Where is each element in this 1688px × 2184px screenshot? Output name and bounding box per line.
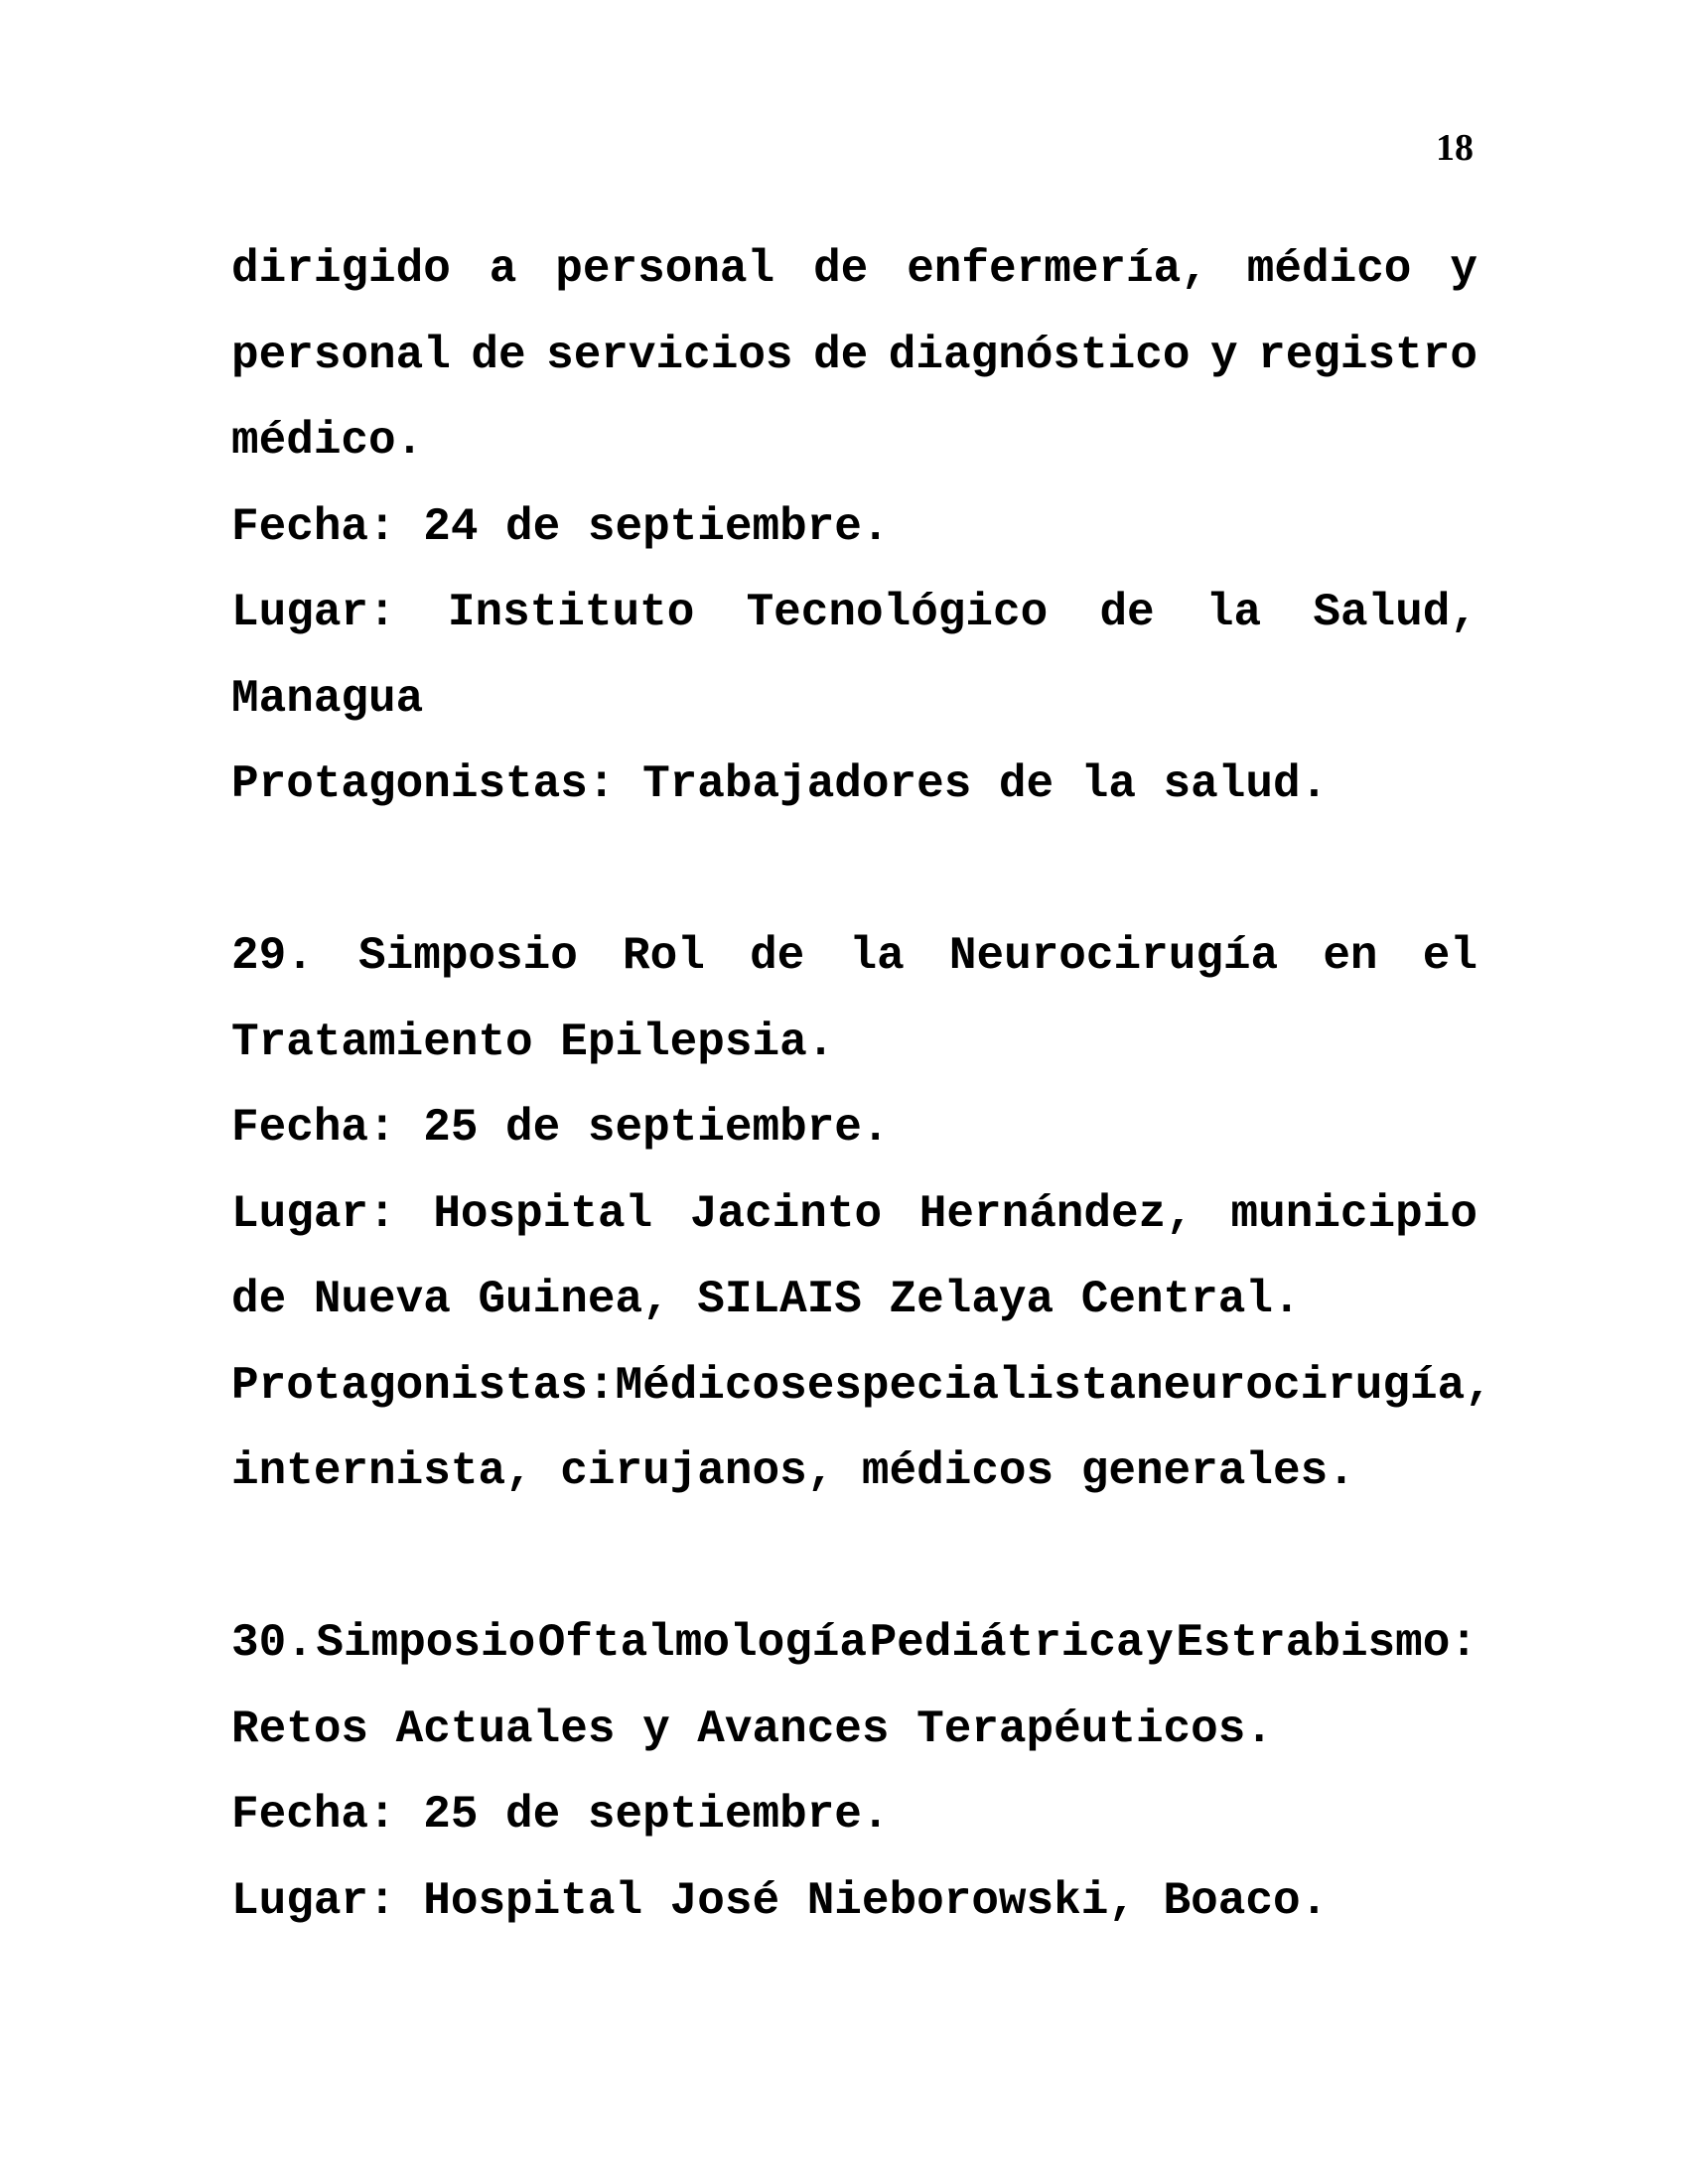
item-29-lugar [231,1171,1477,1258]
word: Instituto [447,587,695,638]
word: Tecnológico [746,587,1049,638]
page-number: 18 [1436,127,1474,169]
word: Simposio [358,930,578,982]
word: el [1422,930,1477,982]
word: Médicos [615,1359,807,1412]
item-30-lugar: Lugar: Hospital José Nieborowski, Boaco. [231,1874,1329,1927]
item-30-fecha: Fecha: 25 de septiembre. [231,1789,890,1841]
word: municipio [1230,1187,1477,1240]
item-30-title [231,1600,1477,1687]
word: Hernández, [918,1187,1194,1240]
word: y [1450,243,1477,295]
fecha-line: Fecha: 24 de septiembre. [231,500,890,553]
word: a [489,243,517,295]
item-29-fecha: Fecha: 25 de septiembre. [231,1102,890,1154]
word: Simposio [316,1617,536,1669]
word: Estrabismo: [1176,1617,1477,1669]
word: Lugar: [231,587,396,638]
word: registro [1258,329,1477,381]
word: personal [555,243,775,295]
word: 30. [231,1617,314,1669]
word: 29. [231,930,314,982]
word: la [849,930,905,982]
word: de [471,329,526,381]
item-29-title [231,913,1477,1000]
item-29-protagonistas-cont: internista, cirujanos, médicos generales. [231,1445,1355,1497]
word: Protagonistas: [231,1359,616,1412]
word: Pediátrica [869,1617,1144,1669]
document-body [231,226,1492,1944]
continuation-line-3: médico. [231,415,424,467]
word: Oftalmología [537,1617,868,1669]
word: servicios [546,329,793,381]
word: de [813,243,869,295]
word: la [1205,587,1262,638]
word: especialista [806,1359,1136,1412]
word: Neurocirugía [948,930,1279,982]
word: de [813,329,869,381]
word: médico [1246,243,1412,295]
word: de [1099,587,1155,638]
word: diagnóstico [888,329,1191,381]
item-29-lugar-cont: de Nueva Guinea, SILAIS Zelaya Central. [231,1274,1301,1325]
lugar-line [231,570,1477,656]
word: dirigido [231,243,451,295]
word: en [1323,930,1378,982]
word: y [1209,329,1238,381]
word: de [750,930,805,982]
word: y [1146,1617,1174,1669]
word: Rol [623,930,705,982]
continuation-line-1 [231,226,1477,313]
word: neurocirugía, [1135,1359,1492,1412]
word: enfermería, [907,243,1208,295]
item-30-title-cont: Retos Actuales y Avances Terapéuticos. [231,1703,1273,1755]
item-29-title-cont: Tratamiento Epilepsia. [231,1016,835,1068]
word: personal [231,329,451,381]
paragraph-gap [231,1515,1477,1601]
word: Jacinto [689,1187,883,1240]
item-29-protagonistas [231,1343,1492,1430]
word: Lugar: [231,1187,396,1240]
word: Salud, [1313,587,1477,638]
protagonistas-line: Protagonistas: Trabajadores de la salud. [231,758,1329,810]
word: Hospital [433,1187,653,1240]
paragraph-gap [231,828,1477,914]
lugar-line-cont: Managua [231,672,424,725]
continuation-line-2 [231,313,1477,399]
